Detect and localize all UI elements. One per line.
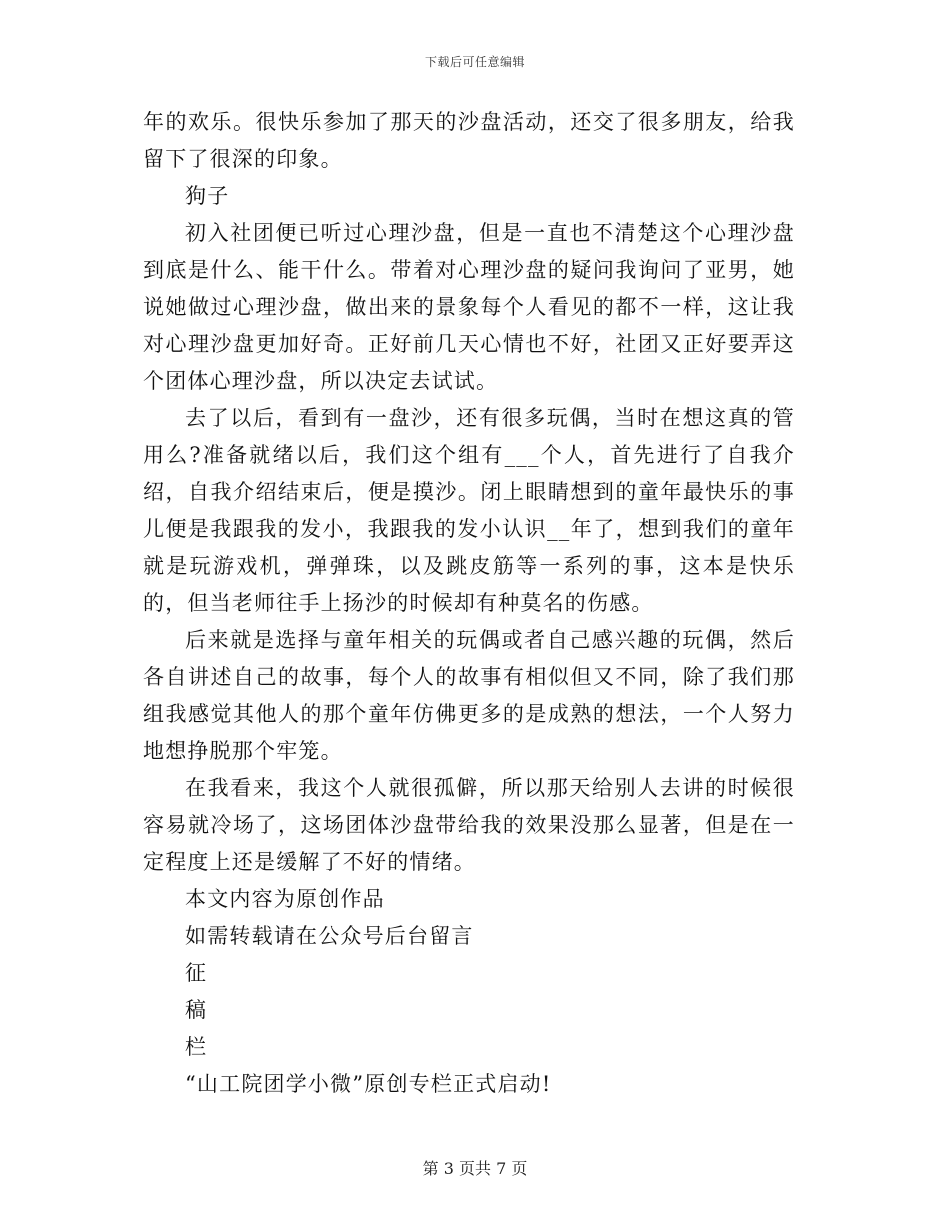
original-notice: 本文内容为原创作品 — [185, 887, 385, 911]
paragraph: 初入社团便已听过心理沙盘，但是一直也不清楚这个心理沙盘到底是什么、能干什么。带着对心理沙盘的疑问我询问了亚男，她说她做过心理沙盘，做出来的景象每个人看见的都不一样，这让我对心理沙盘更加好奇。正好前几天心情也不好，社团又正好要弄这个团体心理沙盘，所以决定去试试。 — [143, 221, 795, 393]
document-body — [143, 104, 795, 1103]
paragraph: 后来就是选择与童年相关的玩偶或者自己感兴趣的玩偶，然后各自讲述自己的故事，每个人的故事有相似但又不同，除了我们那组我感觉其他人的那个童年仿佛更多的是成熟的想法，一个人努力地想挣脱那个牢笼。 — [143, 628, 795, 763]
column-char: 稿 — [185, 998, 208, 1022]
page-number: 第 3 页共 7 页 — [422, 1159, 528, 1178]
paragraph: 年的欢乐。很快乐参加了那天的沙盘活动，还交了很多朋友，给我留下了很深的印象。 — [143, 110, 795, 171]
paragraph: 去了以后，看到有一盘沙，还有很多玩偶，当时在想这真的管用么?准备就绪以后，我们这个组有___个人，首先进行了自我介绍，自我介绍结束后，便是摸沙。闭上眼睛想到的童年最快乐的事儿便是我跟我的发小，我跟我的发小认识__年了，想到我们的童年就是玩游戏机，弹弹珠，以及跳皮筋等一系列的事，这本是快乐的，但当老师往手上扬沙的时候却有种莫名的伤感。 — [143, 406, 795, 615]
paragraph: 在我看来，我这个人就很孤僻，所以那天给别人去讲的时候很容易就冷场了，这场团体沙盘带给我的效果没那么显著，但是在一定程度上还是缓解了不好的情绪。 — [143, 776, 795, 874]
reprint-notice: 如需转载请在公众号后台留言 — [185, 924, 474, 948]
column-announcement: “山工院团学小微”原创专栏正式启动! — [185, 1072, 552, 1096]
page-header: 下载后可任意编辑 — [424, 55, 525, 69]
author-name: 狗子 — [185, 184, 230, 208]
column-char: 栏 — [185, 1035, 208, 1059]
column-char: 征 — [185, 961, 208, 985]
